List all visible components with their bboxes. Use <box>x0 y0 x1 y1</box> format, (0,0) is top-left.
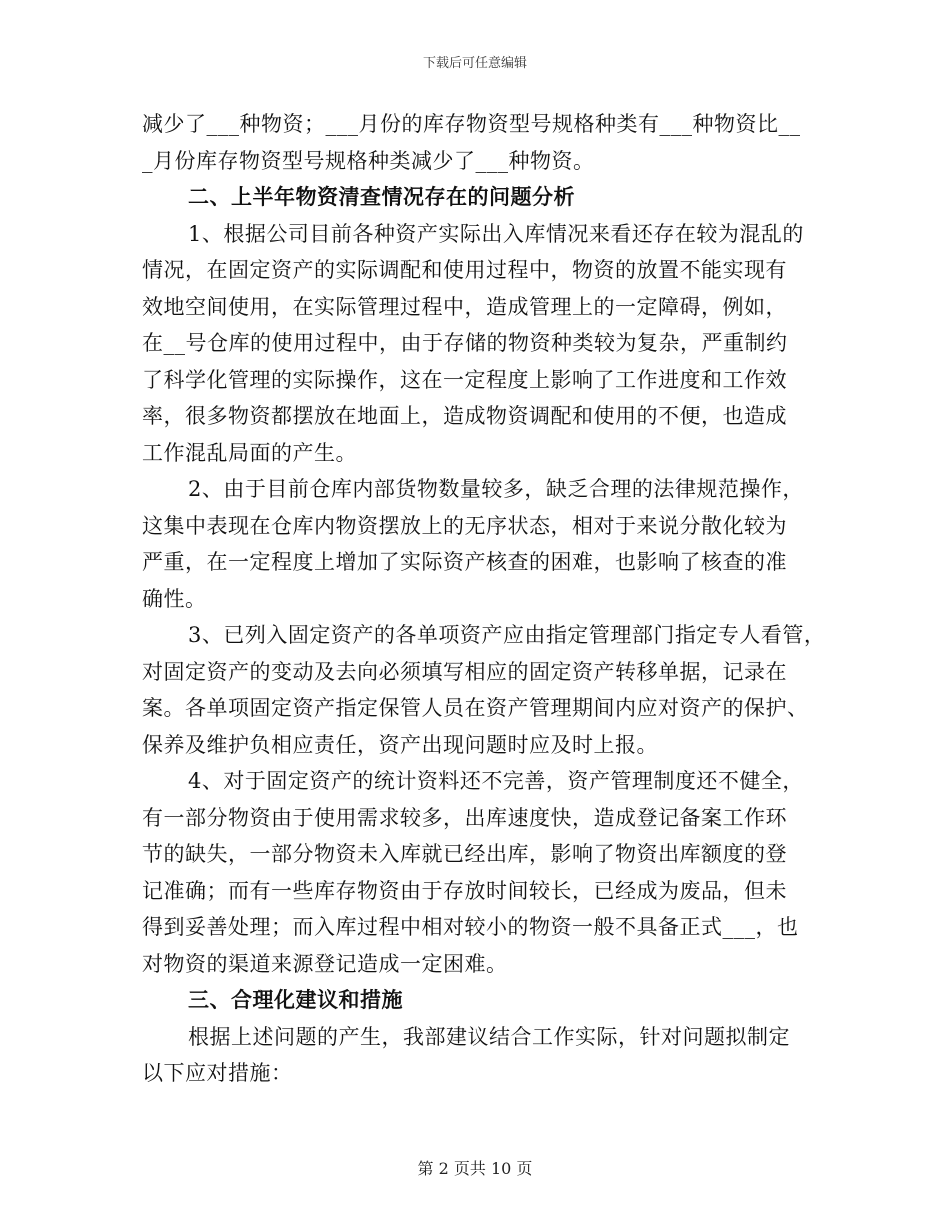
text-line: 保养及维护负相应责任，资产出现问题时应及时上报。 <box>142 732 658 757</box>
paragraph-2-start: 2、由于目前仓库内部货物数量较多，缺乏合理的法律规范操作， <box>188 477 804 501</box>
text-line: 工作混乱局面的产生。 <box>142 440 357 465</box>
text-line: 减少了___种物资；___月份的库存物资型号规格种类有___种物资比__ <box>142 112 801 136</box>
text-line: 记准确；而有一些库存物资由于存放时间较长，已经成为废品，但未 <box>142 878 787 903</box>
document-body <box>142 106 826 1092</box>
text-line: 对物资的渠道来源登记造成一定困难。 <box>142 951 508 976</box>
text-line: 这集中表现在仓库内物资摆放上的无序状态，相对于来说分散化较为 <box>142 513 787 538</box>
page-header: 下载后可任意编辑 <box>422 56 527 71</box>
text-line: 对固定资产的变动及去向必须填写相应的固定资产转移单据，记录在 <box>142 659 787 684</box>
text-line: 了科学化管理的实际操作，这在一定程度上影响了工作进度和工作效 <box>142 367 787 392</box>
text-line: 情况，在固定资产的实际调配和使用过程中，物资的放置不能实现有 <box>142 258 787 282</box>
text-line: 得到妥善处理；而入库过程中相对较小的物资一般不具备正式___，也 <box>142 915 799 939</box>
text-line: 在__号仓库的使用过程中，由于存储的物资种类较为复杂，严重制约 <box>142 331 788 355</box>
page-footer: 第 2 页共 10 页 <box>417 1159 533 1178</box>
section-heading-3: 三、合理化建议和措施 <box>188 987 403 1012</box>
paragraph-5-start: 根据上述问题的产生，我部建议结合工作实际，针对问题拟制定 <box>188 1024 790 1049</box>
section-heading-2: 二、上半年物资清查情况存在的问题分析 <box>188 184 575 209</box>
text-line: 节的缺失，一部分物资未入库就已经出库，影响了物资出库额度的登 <box>142 842 787 866</box>
text-line: 有一部分物资由于使用需求较多，出库速度快，造成登记备案工作环 <box>142 805 787 830</box>
text-line: 以下应对措施： <box>142 1061 293 1085</box>
text-line: 率，很多物资都摆放在地面上，造成物资调配和使用的不便，也造成 <box>142 404 787 428</box>
text-line: 案。各单项固定资产指定保管人员在资产管理期间内应对资产的保护、 <box>142 696 809 720</box>
text-line: 效地空间使用，在实际管理过程中，造成管理上的一定障碍，例如， <box>142 294 787 319</box>
paragraph-4-start: 4、对于固定资产的统计资料还不完善，资产管理制度还不健全， <box>188 769 804 793</box>
text-line: 确性。 <box>142 586 207 611</box>
text-line: 严重，在一定程度上增加了实际资产核查的困难，也影响了核查的准 <box>142 550 787 574</box>
paragraph-1-start: 1、根据公司目前各种资产实际出入库情况来看还存在较为混乱的 <box>188 221 804 246</box>
text-line: _月份库存物资型号规格种类减少了___种物资。 <box>142 148 595 173</box>
paragraph-3-start: 3、已列入固定资产的各单项资产应由指定管理部门指定专人看管， <box>188 623 826 647</box>
